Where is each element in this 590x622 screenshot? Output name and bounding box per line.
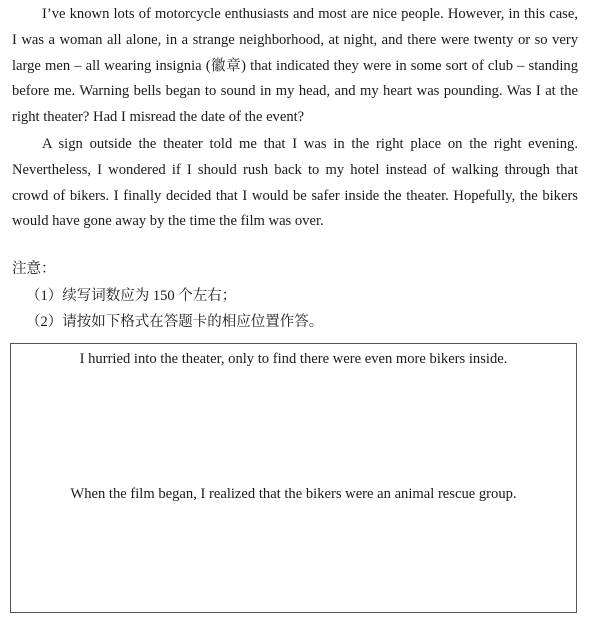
note-item-2: （2）请按如下格式在答题卡的相应位置作答。 [26,314,324,330]
passage-paragraph-1: I’ve known lots of motorcycle enthusiasts and most are nice people. However, in this case, I was a woman all alone, in a strange neighborhood, at night, and there were twenty or so very large men – all wearing insignia (徽章) that indicated they were in some sort of club – standing before me. Warning bells began to sound in my head, and my heart was pounding. Was I at the right theater? Had I misread the date of the event? [12,6,578,126]
answer-box [10,343,577,613]
notes-list [26,283,323,335]
passage-paragraph-2: A sign outside the theater told me that I was in the right place on the right evening. Nevertheless, I wondered if I should rush back to my hotel instead of walking through that crowd of bikers. I finally decided that I would be safer inside the theater. Hopefully, the bikers would have gone away by the time the film was over. [12,135,578,230]
continuation-prompt-1: I hurried into the theater, only to find there were even more bikers inside. [79,351,508,367]
reading-passage [12,2,578,235]
continuation-prompt-2: When the film began, I realized that the bikers were an animal rescue group. [70,486,517,502]
notes-title: 注意： [12,261,56,277]
note-item-1: （1）续写词数应为 150 个左右； [26,288,237,304]
